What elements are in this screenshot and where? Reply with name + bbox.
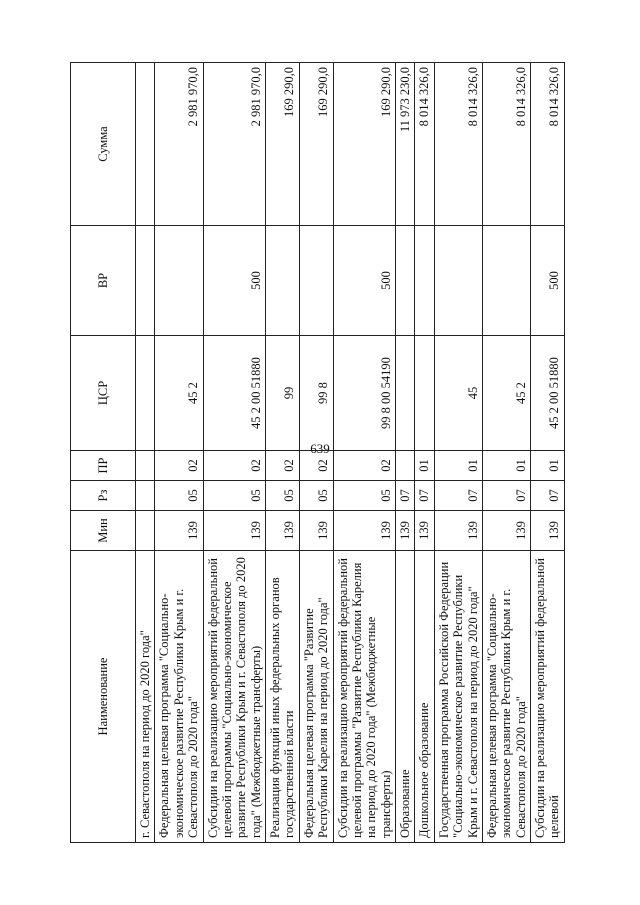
cell-csr xyxy=(415,336,434,451)
cell-vr xyxy=(155,226,203,336)
header-min: Мин xyxy=(71,511,136,551)
cell-name: Образование xyxy=(396,551,415,843)
header-rz: Рз xyxy=(71,481,136,511)
cell-csr: 99 8 00 54190 xyxy=(333,336,396,451)
cell-sum: 11 973 230,0 xyxy=(396,63,415,226)
table-row xyxy=(531,63,565,843)
cell-rz: 05 xyxy=(333,481,396,511)
cell-min: 139 xyxy=(415,511,434,551)
cell-sum: 8 014 326,0 xyxy=(415,63,434,226)
cell-sum: 169 290,0 xyxy=(299,63,333,226)
cell-sum: 169 290,0 xyxy=(333,63,396,226)
cell-name: Государственная программа Российской Федерации "Социально-экономическое развитие Республики Крым и г. Севастополя на период до 2020 года" xyxy=(434,551,482,843)
header-sum: Сумма xyxy=(71,63,136,226)
cell-rz: 05 xyxy=(155,481,203,511)
table-row xyxy=(136,63,155,843)
cell-name: Субсидии на реализацию мероприятий федеральной целевой программы "Развитие Республики Карелия на период до 2020 года" (Межбюджетные трансферты) xyxy=(333,551,396,843)
table-row xyxy=(299,63,333,843)
cell-pr: 01 xyxy=(482,451,530,481)
cell-sum: 8 014 326,0 xyxy=(434,63,482,226)
header-name: Наименование xyxy=(71,551,136,843)
cell-pr: 01 xyxy=(531,451,565,481)
cell-vr xyxy=(434,226,482,336)
cell-pr: 02 xyxy=(333,451,396,481)
header-csr: ЦСР xyxy=(71,336,136,451)
table-row xyxy=(203,63,266,843)
table-row xyxy=(155,63,203,843)
cell-rz xyxy=(136,481,155,511)
cell-csr: 45 2 xyxy=(482,336,530,451)
cell-pr: 02 xyxy=(155,451,203,481)
cell-vr xyxy=(396,226,415,336)
page-number: 639 xyxy=(310,441,330,456)
cell-vr xyxy=(299,226,333,336)
table-row xyxy=(333,63,396,843)
cell-vr: 500 xyxy=(203,226,266,336)
cell-csr: 99 8 xyxy=(299,336,333,451)
budget-table xyxy=(70,62,565,843)
cell-vr xyxy=(482,226,530,336)
cell-min xyxy=(136,511,155,551)
cell-min: 139 xyxy=(531,511,565,551)
cell-pr: 02 xyxy=(203,451,266,481)
cell-rz: 05 xyxy=(266,481,300,511)
cell-sum xyxy=(136,63,155,226)
cell-sum: 8 014 326,0 xyxy=(482,63,530,226)
table-row xyxy=(434,63,482,843)
header-pr: ПР xyxy=(71,451,136,481)
cell-csr xyxy=(136,336,155,451)
rotated-table-container xyxy=(70,63,590,843)
cell-vr xyxy=(266,226,300,336)
cell-csr: 45 2 xyxy=(155,336,203,451)
cell-name: г. Севастополя на период до 2020 года" xyxy=(136,551,155,843)
cell-sum: 2 981 970,0 xyxy=(203,63,266,226)
cell-pr xyxy=(136,451,155,481)
cell-rz: 07 xyxy=(434,481,482,511)
cell-min: 139 xyxy=(396,511,415,551)
cell-sum: 8 014 326,0 xyxy=(531,63,565,226)
cell-pr: 01 xyxy=(415,451,434,481)
cell-csr xyxy=(396,336,415,451)
cell-name: Дошкольное образование xyxy=(415,551,434,843)
cell-name: Федеральная целевая программа "Социально-экономическое развитие Республики Крым и г. Севастополя до 2020 года" xyxy=(482,551,530,843)
cell-rz: 07 xyxy=(531,481,565,511)
cell-vr: 500 xyxy=(531,226,565,336)
cell-rz: 05 xyxy=(299,481,333,511)
table-header-row xyxy=(71,63,136,843)
cell-vr: 500 xyxy=(333,226,396,336)
cell-name: Реализация функций иных федеральных органов государственной власти xyxy=(266,551,300,843)
cell-min: 139 xyxy=(155,511,203,551)
cell-rz: 07 xyxy=(482,481,530,511)
cell-rz: 05 xyxy=(203,481,266,511)
cell-sum: 2 981 970,0 xyxy=(155,63,203,226)
cell-csr: 99 xyxy=(266,336,300,451)
cell-name: Субсидии на реализацию мероприятий федеральной целевой xyxy=(531,551,565,843)
cell-vr xyxy=(415,226,434,336)
cell-pr: 02 xyxy=(266,451,300,481)
table-row xyxy=(415,63,434,843)
header-vr: ВР xyxy=(71,226,136,336)
cell-vr xyxy=(136,226,155,336)
table-row xyxy=(482,63,530,843)
cell-name: Федеральная целевая программа "Социально-экономическое развитие Республики Крым и г. Севастополя до 2020 года" xyxy=(155,551,203,843)
cell-min: 139 xyxy=(482,511,530,551)
cell-csr: 45 2 00 51880 xyxy=(531,336,565,451)
table-row xyxy=(266,63,300,843)
cell-pr: 01 xyxy=(434,451,482,481)
cell-rz: 07 xyxy=(415,481,434,511)
table-row xyxy=(396,63,415,843)
cell-rz: 07 xyxy=(396,481,415,511)
cell-csr: 45 xyxy=(434,336,482,451)
cell-min: 139 xyxy=(333,511,396,551)
cell-min: 139 xyxy=(203,511,266,551)
cell-name: Субсидии на реализацию мероприятий федеральной целевой программы "Социально-экономическое развитие Республики Крым и г. Севастополя до 2020 года" (Межбюджетные трансферты) xyxy=(203,551,266,843)
cell-min: 139 xyxy=(266,511,300,551)
cell-name: Федеральная целевая программа "Развитие Республики Карелия на период до 2020 года" xyxy=(299,551,333,843)
cell-csr: 45 2 00 51880 xyxy=(203,336,266,451)
cell-min: 139 xyxy=(299,511,333,551)
cell-sum: 169 290,0 xyxy=(266,63,300,226)
cell-pr: 02 xyxy=(299,451,333,481)
cell-pr xyxy=(396,451,415,481)
cell-min: 139 xyxy=(434,511,482,551)
